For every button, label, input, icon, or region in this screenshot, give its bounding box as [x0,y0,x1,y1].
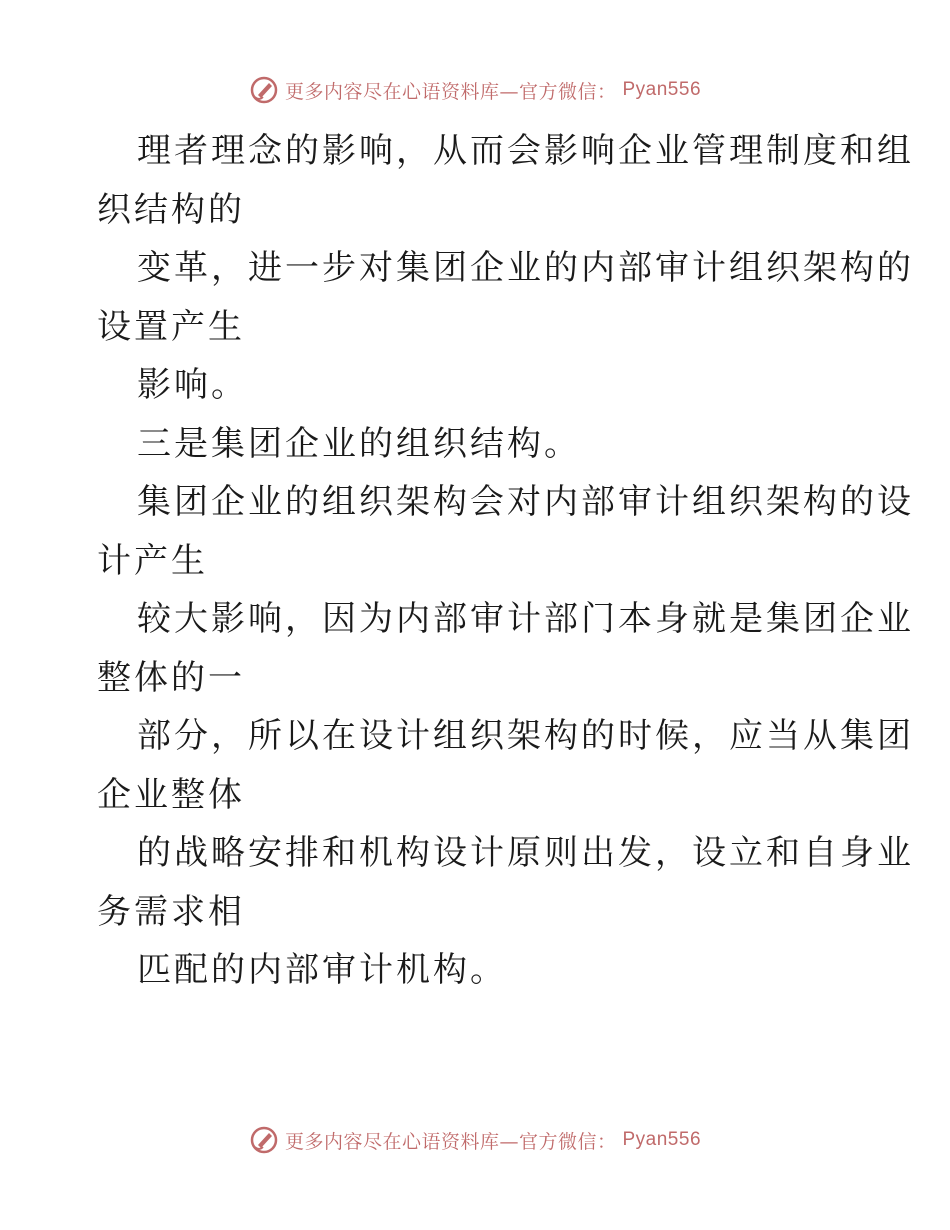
text-line: 企业整体 [97,774,245,815]
text-line: 的战略安排和机构设计原则出发，设立和自身业 [137,833,914,873]
text-line: 三是集团企业的组织结构。 [137,423,581,464]
text-line: 部分，所以在设计组织架构的时候，应当从集团 [137,716,914,756]
brand-logo-icon [249,1125,279,1155]
text-line: 较大影响，因为内部审计部门本身就是集团企业 [137,599,914,639]
document-body [97,122,914,1000]
text-line: 集团企业的组织架构会对内部审计组织架构的设 [137,482,914,522]
footer-banner [0,1120,950,1160]
text-line: 变革，进一步对集团企业的内部审计组织架构的 [137,248,914,288]
footer-banner-id: Pyan556 [622,1129,702,1150]
text-line: 整体的一 [97,657,245,698]
footer-banner-text: 更多内容尽在心语资料库—官方微信： [284,1130,617,1153]
footer-banner-content [249,1125,701,1155]
text-line: 影响。 [137,365,248,405]
text-line: 务需求相 [97,891,245,932]
header-banner-id: Pyan556 [622,79,702,100]
header-banner [0,70,950,110]
brand-logo-icon [249,75,279,105]
text-line: 计产生 [97,540,208,581]
header-banner-text: 更多内容尽在心语资料库—官方微信： [284,80,617,103]
text-line: 织结构的 [97,189,245,230]
text-line: 匹配的内部审计机构。 [137,950,507,990]
header-banner-content [249,75,701,105]
text-line: 设置产生 [97,306,245,347]
text-line: 理者理念的影响，从而会影响企业管理制度和组 [137,131,914,171]
